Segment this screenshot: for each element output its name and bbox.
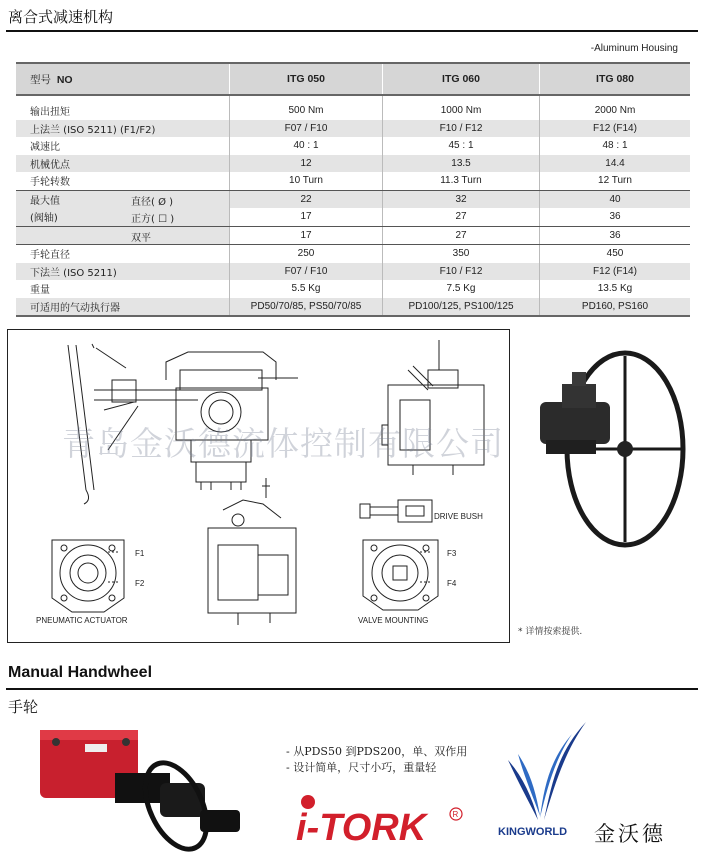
cell: F10 / F12 (383, 120, 540, 138)
cell: 1000 Nm (383, 95, 540, 120)
cell: 11.3 Turn (383, 172, 540, 190)
table-row (16, 120, 690, 138)
header-model-3: ITG 080 (540, 63, 691, 95)
itork-logo-text: i-TORK (296, 807, 427, 846)
cell: 48 : 1 (540, 137, 691, 155)
table-row (16, 208, 690, 226)
section-title: 离合式减速机构 (8, 8, 114, 26)
row-label: 可适用的气动执行器 (16, 298, 230, 317)
handwheel-bullets (286, 744, 467, 776)
spec-header-row (16, 63, 690, 95)
cell: 36 (540, 208, 691, 226)
header-model-label: 型号 NO (16, 63, 230, 95)
kingworld-logo-text: KINGWORLD (498, 826, 568, 838)
row-label: 下法兰 (ISO 5211) (16, 263, 230, 281)
title-divider (6, 30, 698, 32)
pneumatic-actuator-label: PNEUMATIC ACTUATOR (36, 616, 128, 625)
bullet-item: - 从PDS50 到PDS200，单、双作用 (286, 745, 468, 758)
watermark: 青岛金沃德流体控制有限公司 (62, 424, 504, 463)
table-row (16, 95, 690, 120)
row-sublabel: 正方( ☐ ) (131, 214, 175, 225)
cell: PD160, PS160 (540, 298, 691, 317)
gearbox-section-drawing (208, 478, 296, 625)
cell: F07 / F10 (230, 263, 383, 281)
row-label: 输出扭矩 (30, 107, 70, 119)
row-label: 手轮直径 (30, 250, 70, 262)
bullet-item: - 设计简单，尺寸小巧，重量轻 (286, 761, 437, 774)
cell: 7.5 Kg (383, 280, 540, 298)
itork-logo (296, 792, 466, 846)
header-model-1: ITG 050 (230, 63, 383, 95)
row-label (16, 208, 230, 226)
cell: 13.5 Kg (540, 280, 691, 298)
cell: 350 (383, 245, 540, 263)
header-model-2: ITG 060 (383, 63, 540, 95)
row-label: 机械优点 (16, 155, 230, 173)
cell: F12 (F14) (540, 120, 691, 138)
cell: F12 (F14) (540, 263, 691, 281)
drive-bush-label: DRIVE BUSH (434, 512, 483, 521)
gearbox-photo (522, 344, 692, 554)
f2-label: F2 (135, 579, 145, 588)
table-row (16, 298, 690, 317)
cell: 13.5 (383, 155, 540, 173)
cell: 22 (230, 190, 383, 208)
f1-label: F1 (135, 549, 145, 558)
technical-drawing-panel (7, 329, 510, 643)
cell: 14.4 (540, 155, 691, 173)
table-row (16, 155, 690, 173)
cell: 2000 Nm (540, 95, 691, 120)
valve-mounting-flange-drawing (363, 540, 438, 610)
row-label: 减速比 (30, 142, 60, 154)
cell: 12 (230, 155, 383, 173)
cell: F10 / F12 (383, 263, 540, 281)
table-row (16, 245, 690, 263)
cell: F07 / F10 (230, 120, 383, 138)
cell: 40 (540, 190, 691, 208)
row-label-text: (阀轴) (30, 213, 58, 225)
kingworld-logo-mark (506, 720, 590, 824)
kingworld-chinese-name: 金沃德 (594, 822, 666, 846)
table-row (16, 190, 690, 208)
manual-handwheel-title: Manual Handwheel (8, 664, 153, 681)
cell: 45 : 1 (383, 137, 540, 155)
row-label (16, 190, 230, 208)
actuator-handwheel-photo (30, 718, 250, 858)
spec-table (16, 62, 690, 317)
row-sublabel: 直径( Ø ) (131, 196, 174, 208)
cell: 32 (383, 190, 540, 208)
f3-label: F3 (447, 549, 457, 558)
manual-handwheel-subtitle: 手轮 (8, 698, 39, 716)
svg-text:R: R (452, 810, 459, 819)
row-sublabel: 双平 (131, 232, 151, 244)
cell: 10 Turn (230, 172, 383, 190)
valve-mounting-label: VALVE MOUNTING (358, 616, 429, 625)
cell: 17 (230, 226, 383, 245)
housing-note: -Aluminum Housing (590, 43, 678, 54)
f4-label: F4 (447, 579, 457, 588)
row-label: 重量 (30, 285, 50, 297)
row-label: 手轮转数 (16, 172, 230, 190)
row-label-text: 最大值 (30, 195, 60, 207)
pneumatic-actuator-flange-drawing (52, 540, 124, 612)
cell: PD100/125, PS100/125 (383, 298, 540, 317)
cell: 12 Turn (540, 172, 691, 190)
cell: 250 (230, 245, 383, 263)
gearbox-drawing (8, 330, 509, 642)
row-label (16, 226, 230, 245)
table-row (16, 226, 690, 245)
manual-handwheel-divider (6, 688, 698, 690)
detail-note: * 详情按索提供. (518, 627, 583, 637)
cell: 27 (383, 208, 540, 226)
cell: 450 (540, 245, 691, 263)
cell: 5.5 Kg (230, 280, 383, 298)
drive-bush-drawing (360, 500, 432, 522)
row-label: 上法兰 (ISO 5211) (F1/F2) (16, 120, 230, 138)
table-row (16, 137, 690, 155)
cell: 500 Nm (230, 95, 383, 120)
table-row (16, 263, 690, 281)
cell: 27 (383, 226, 540, 245)
cell: 17 (230, 208, 383, 226)
cell: 40 : 1 (230, 137, 383, 155)
table-row (16, 280, 690, 298)
table-row (16, 172, 690, 190)
cell: PD50/70/85, PS50/70/85 (230, 298, 383, 317)
cell: 36 (540, 226, 691, 245)
